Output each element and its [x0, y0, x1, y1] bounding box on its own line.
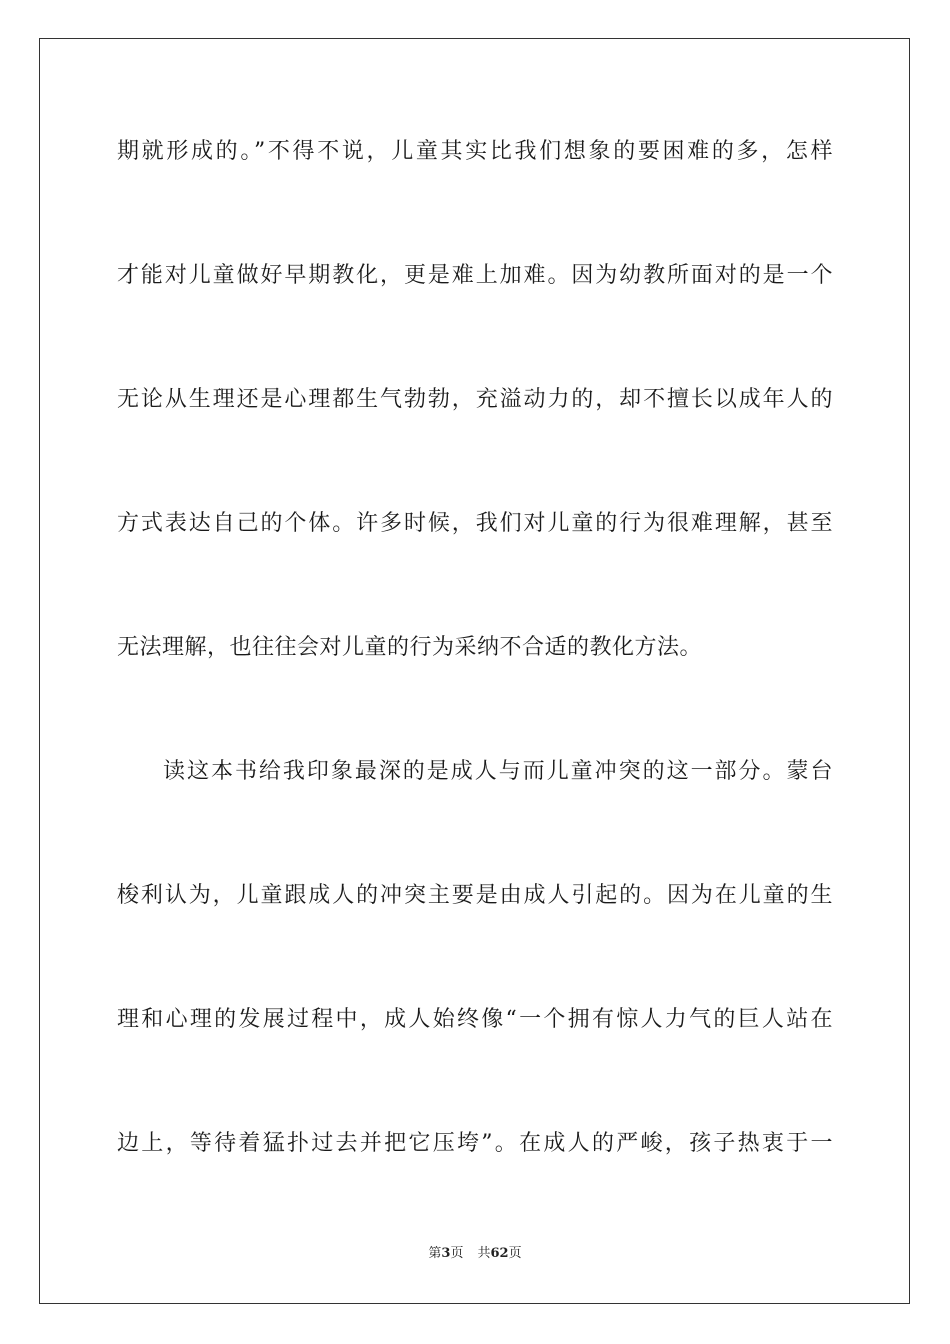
page-footer: [0, 1245, 950, 1263]
text-line-4: 方式表达自己的个体。许多时候，我们对儿童的行为很难理解，甚至: [117, 511, 833, 536]
text-line-9: 边上，等待着猛扑过去并把它压垮”。在成人的严峻，孩子热衷于一: [117, 1131, 833, 1156]
text-line-8: 理和心理的发展过程中，成人始终像“一个拥有惊人力气的巨人站在: [117, 1007, 833, 1032]
total-prefix: 共: [477, 1246, 491, 1261]
page-border: [39, 38, 910, 1304]
page-suffix: 页: [450, 1246, 464, 1261]
paragraph-start-line: 读这本书给我印象最深的是成人与而儿童冲突的这一部分。蒙台: [163, 759, 833, 784]
current-page-number: 3: [441, 1246, 451, 1261]
total-suffix: 页: [508, 1246, 522, 1261]
page-prefix: 第: [428, 1246, 442, 1261]
text-line-2: 才能对儿童做好早期教化，更是难上加难。因为幼教所面对的是一个: [117, 263, 833, 288]
text-line-5: 无法理解，也往往会对儿童的行为采纳不合适的教化方法。: [117, 635, 703, 660]
text-line-3: 无论从生理还是心理都生气勃勃，充溢动力的，却不擅长以成年人的: [117, 387, 833, 412]
text-line-1: 期就形成的。”不得不说，儿童其实比我们想象的要困难的多，怎样: [117, 139, 833, 164]
text-line-7: 梭利认为，儿童跟成人的冲突主要是由成人引起的。因为在儿童的生: [117, 883, 833, 908]
total-page-count: 62: [490, 1246, 509, 1261]
